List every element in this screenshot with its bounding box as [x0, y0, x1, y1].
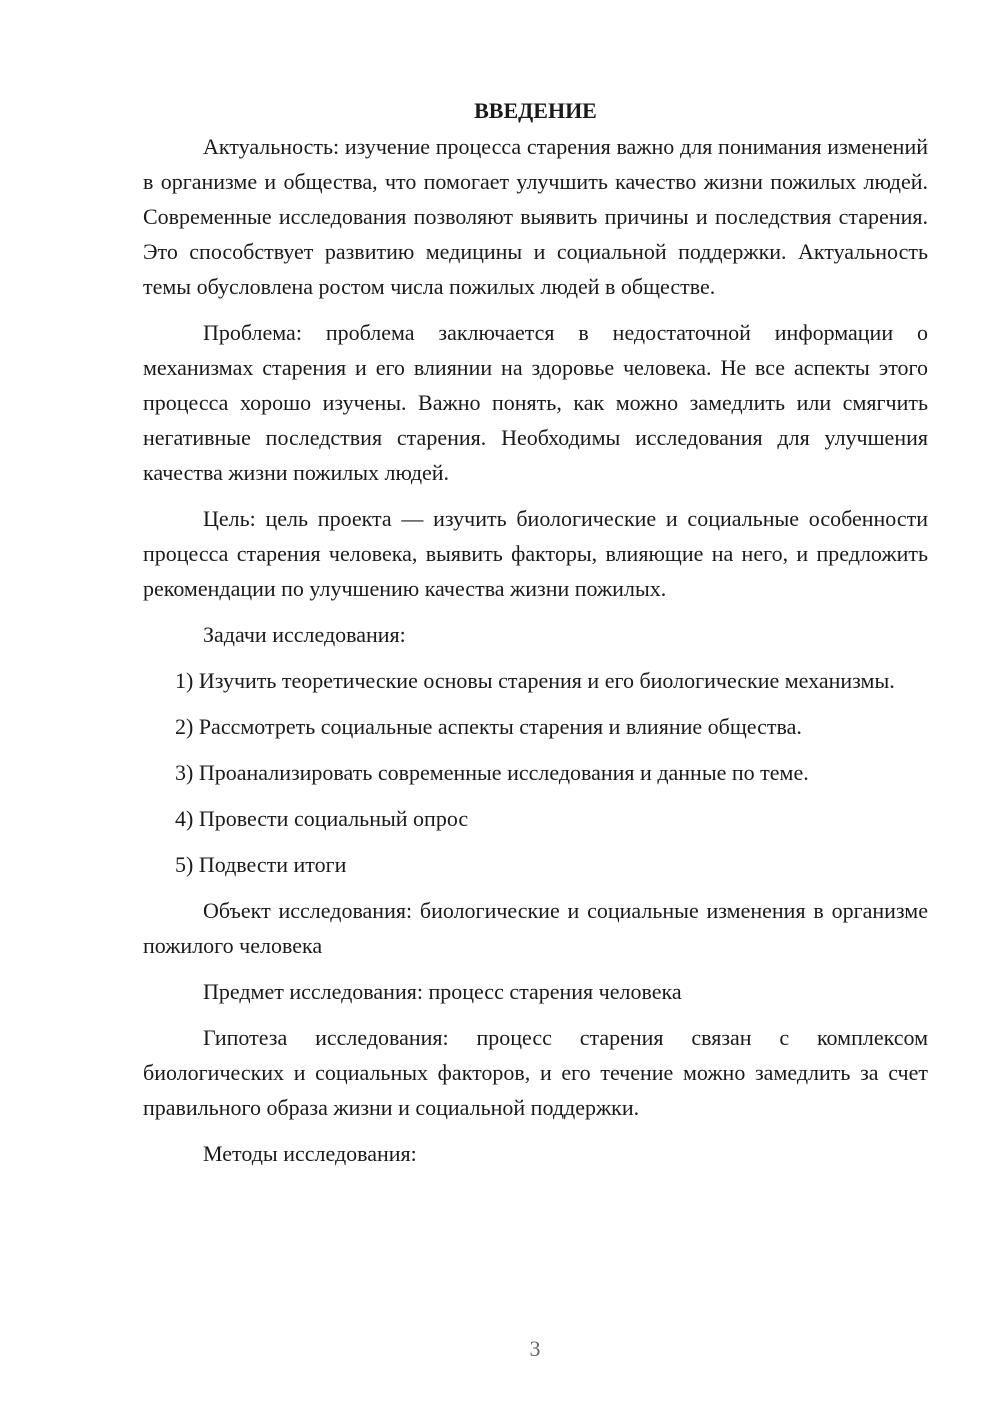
subject-paragraph: Предмет исследования: процесс старения человека	[203, 979, 682, 1004]
page-number: 3	[529, 1336, 541, 1361]
task-item: 3) Проанализировать современные исследования и данные по теме.	[175, 760, 809, 785]
task-item: 2) Рассмотреть социальные аспекты старения и влияние общества.	[175, 714, 802, 739]
relevance-paragraph: Актуальность: изучение процесса старения важно для понимания изменений в организме и общества, что помогает улучшить качество жизни пожилых людей. Современные исследования позволяют выявить причины и последствия старения. Это способствует развитию медицины и социальной поддержки. Актуальность темы обусловлена ростом числа пожилых людей в обществе.	[143, 134, 928, 299]
task-item: 4) Провести социальный опрос	[175, 806, 469, 831]
task-item: 1) Изучить теоретические основы старения и его биологические механизмы.	[175, 668, 895, 693]
section-title: ВВЕДЕНИЕ	[474, 98, 597, 123]
page-content	[143, 93, 928, 1182]
task-item: 5) Подвести итоги	[175, 852, 347, 877]
goal-paragraph: Цель: цель проекта — изучить биологические и социальные особенности процесса старения человека, выявить факторы, влияющие на него, и предложить рекомендации по улучшению качества жизни пожилых.	[143, 506, 928, 601]
object-paragraph: Объект исследования: биологические и социальные изменения в организме пожилого человека	[143, 898, 928, 958]
problem-paragraph: Проблема: проблема заключается в недостаточной информации о механизмах старения и его влиянии на здоровье человека. Не все аспекты этого процесса хорошо изучены. Важно понять, как можно замедлить или смягчить негативные последствия старения. Необходимы исследования для улучшения качества жизни пожилых людей.	[143, 320, 928, 485]
hypothesis-paragraph: Гипотеза исследования: процесс старения связан с комплексом биологических и социальных факторов, и его течение можно замедлить за счет правильного образа жизни и социальной поддержки.	[143, 1025, 928, 1120]
methods-heading: Методы исследования:	[203, 1141, 417, 1166]
tasks-heading: Задачи исследования:	[203, 622, 406, 647]
